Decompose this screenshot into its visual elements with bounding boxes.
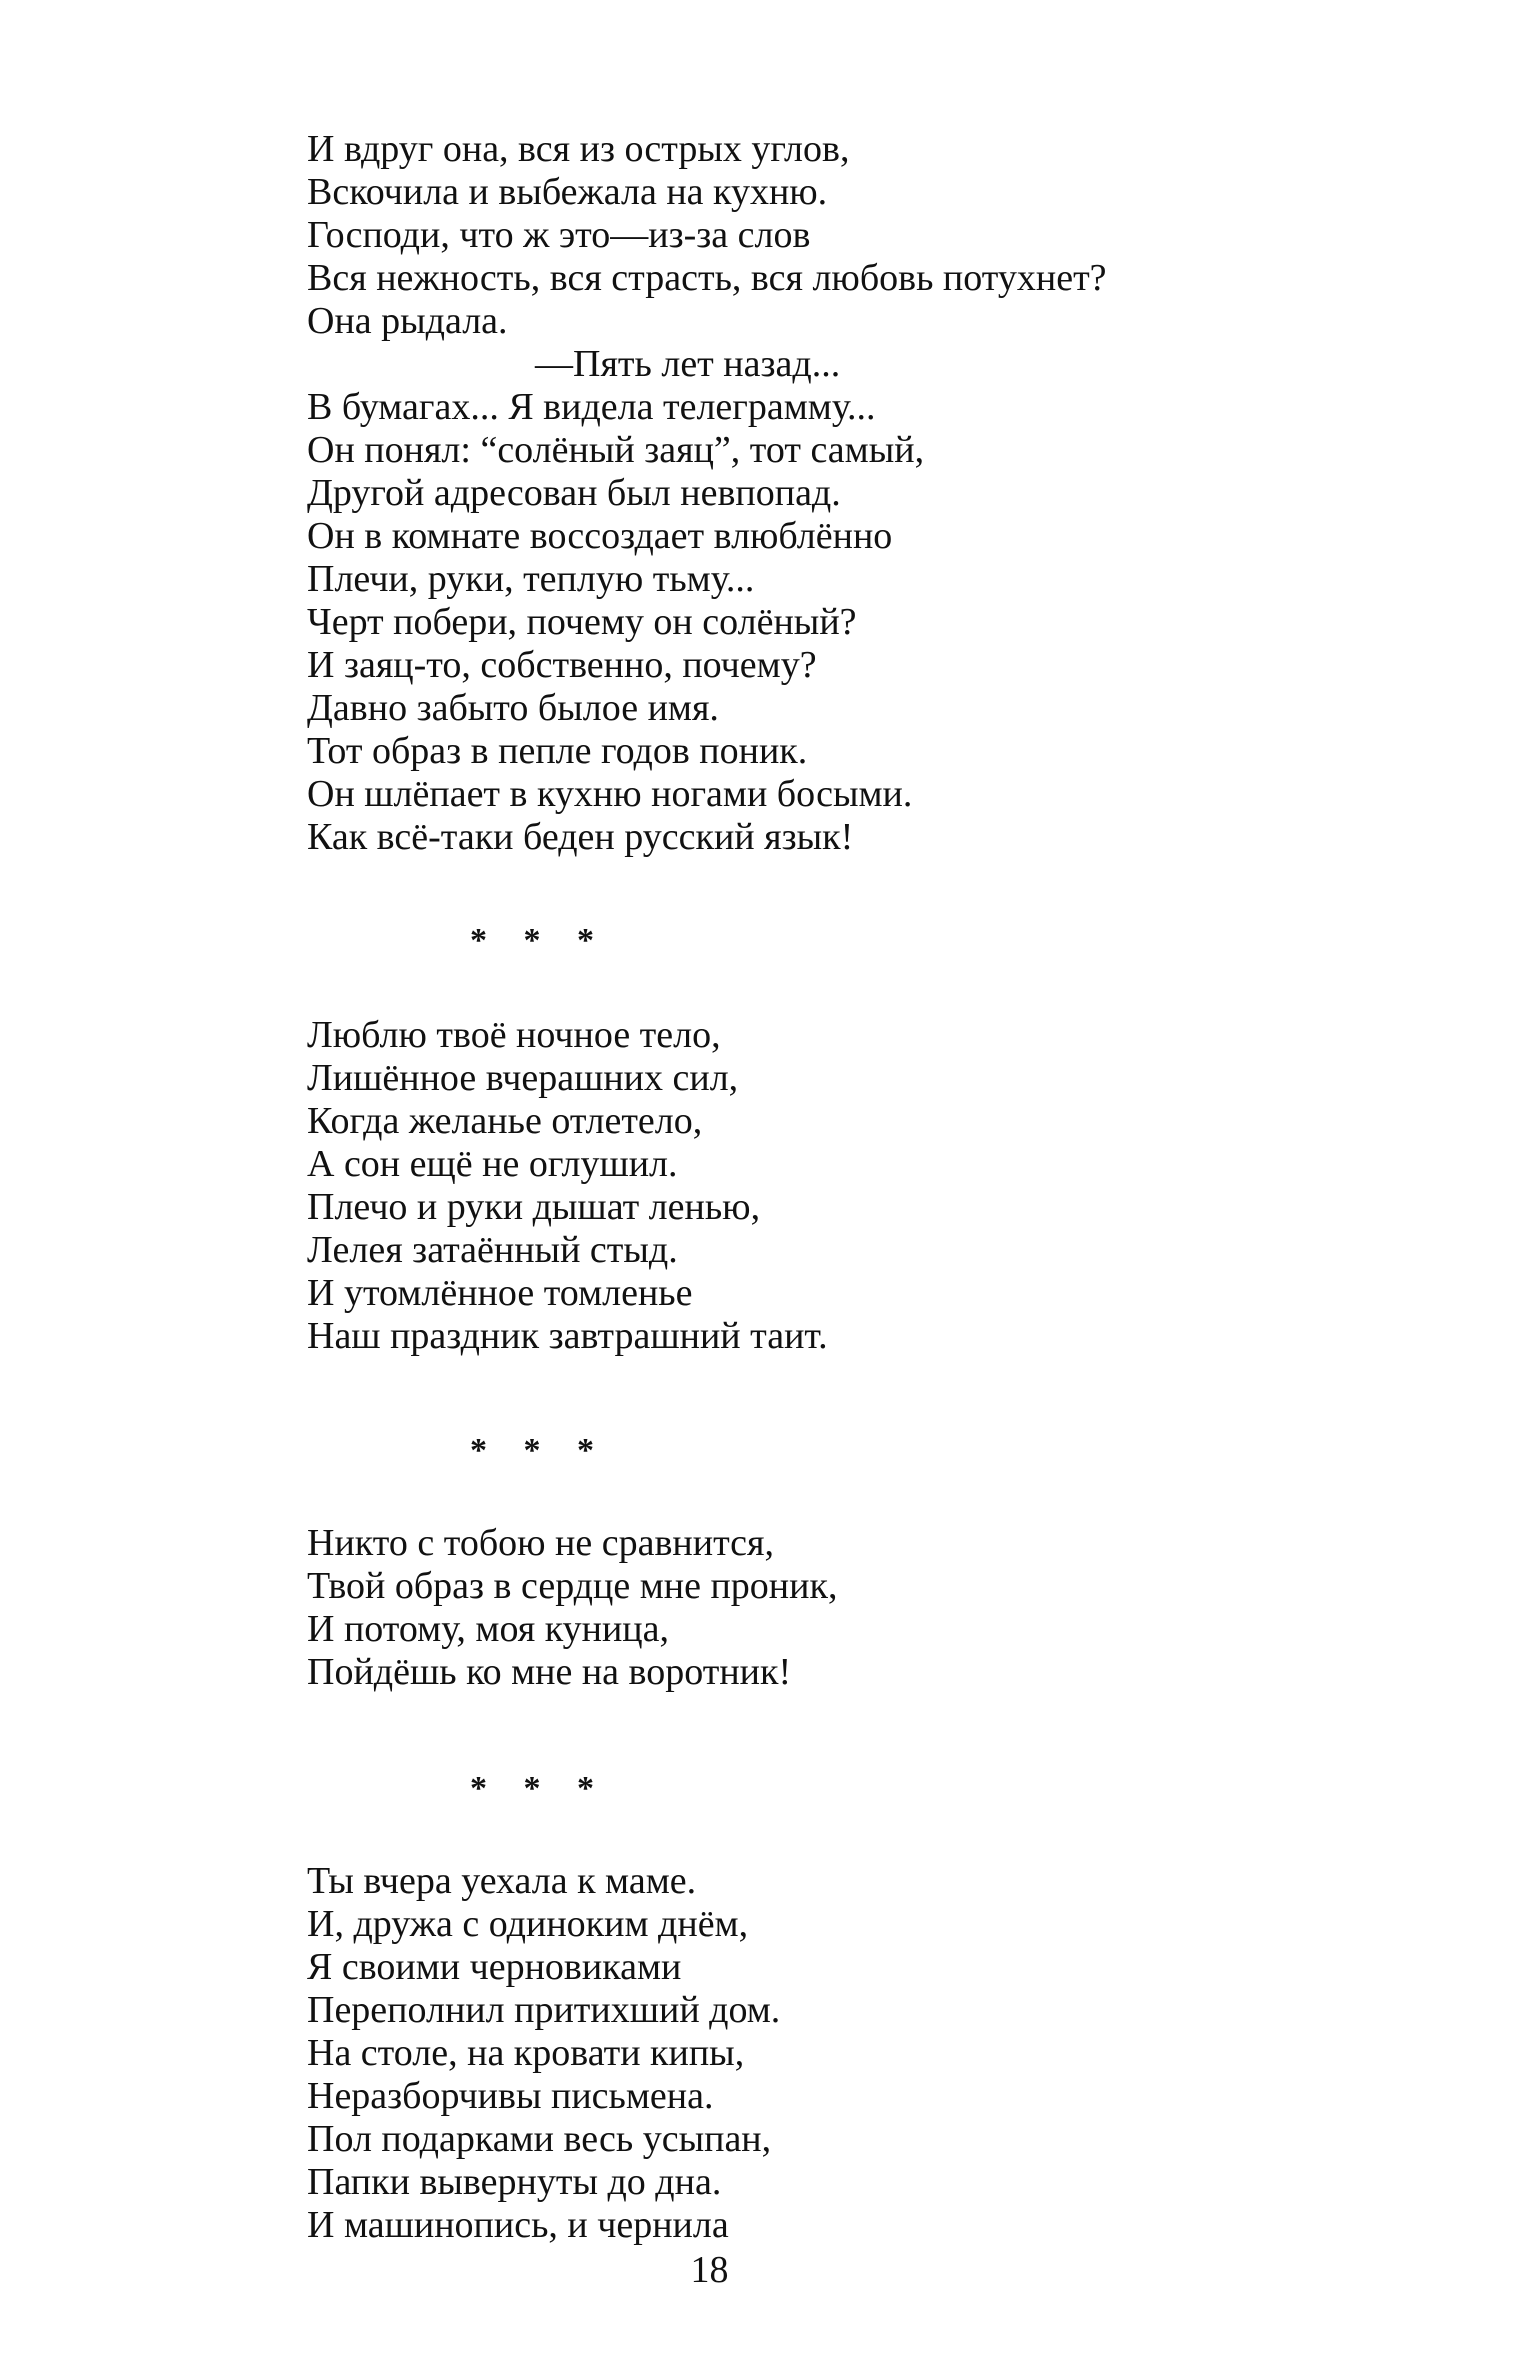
poem-line: Господи, что ж это—из-за слов	[307, 214, 811, 256]
poem-line: Переполнил притихший дом.	[307, 1989, 781, 2031]
poem-line: Лелея затаённый стыд.	[307, 1229, 678, 1271]
poem-line: И потому, моя куница,	[307, 1608, 670, 1650]
poem-line: Как всё-таки беден русский язык!	[307, 816, 854, 858]
poem-line: Вскочила и выбежала на кухню.	[307, 171, 828, 213]
poem-line: Когда желанье отлетело,	[307, 1100, 703, 1142]
poem-line: Плечо и руки дышат ленью,	[307, 1186, 761, 1228]
poem-line: Никто с тобою не сравнится,	[307, 1522, 775, 1564]
poem-4	[307, 1860, 780, 2247]
poem-line: А сон ещё не оглушил.	[307, 1143, 678, 1185]
poem-line: И утомлённое томленье	[307, 1272, 693, 1314]
poem-line: В бумагах... Я видела телеграмму...	[307, 386, 876, 428]
poem-line: Плечи, руки, теплую тьму...	[307, 558, 755, 600]
poem-2	[307, 1014, 828, 1358]
poem-line: Он шлёпает в кухню ногами босыми.	[307, 773, 913, 815]
poem-line: Другой адресован был невпопад.	[307, 472, 841, 514]
poem-line: Наш праздник завтрашний таит.	[307, 1315, 828, 1357]
poem-line: Он в комнате воссоздает влюблённо	[307, 515, 893, 557]
poem-line: Вся нежность, вся страсть, вся любовь потухнет?	[307, 257, 1107, 299]
poem-line: И вдруг она, вся из острых углов,	[307, 128, 850, 170]
poem-line: Пол подарками весь усыпан,	[307, 2118, 772, 2160]
section-separator: * * *	[470, 1770, 608, 1807]
poem-line: И заяц-то, собственно, почему?	[307, 644, 817, 686]
poem-line: Твой образ в сердце мне проник,	[307, 1565, 838, 1607]
poem-line: —Пять лет назад...	[535, 343, 841, 385]
poem-line: Я своими черновиками	[307, 1946, 682, 1988]
poem-3	[307, 1522, 837, 1694]
poem-line: Он понял: “солёный заяц”, тот самый,	[307, 429, 925, 471]
poem-line: Неразборчивы письмена.	[307, 2075, 714, 2117]
poem-line: Давно забыто былое имя.	[307, 687, 719, 729]
poem-line: Она рыдала.	[307, 300, 508, 342]
page-number: 18	[690, 2249, 729, 2291]
poem-line: И машинопись, и чернила	[307, 2204, 729, 2246]
poem-line: И, дружа с одиноким днём,	[307, 1903, 749, 1945]
poem-line: Пойдёшь ко мне на воротник!	[307, 1651, 792, 1693]
poem-line: Тот образ в пепле годов поник.	[307, 730, 808, 772]
poem-line: Лишённое вчерашних сил,	[307, 1057, 739, 1099]
section-separator: * * *	[470, 1432, 608, 1469]
poem-line: Черт побери, почему он солёный?	[307, 601, 857, 643]
poem-line: На столе, на кровати кипы,	[307, 2032, 745, 2074]
poem-line: Люблю твоё ночное тело,	[307, 1014, 721, 1056]
poem-line: Папки вывернуты до дна.	[307, 2161, 722, 2203]
poem-1	[307, 128, 1107, 859]
poem-line: Ты вчера уехала к маме.	[307, 1860, 697, 1902]
section-separator: * * *	[470, 922, 608, 959]
